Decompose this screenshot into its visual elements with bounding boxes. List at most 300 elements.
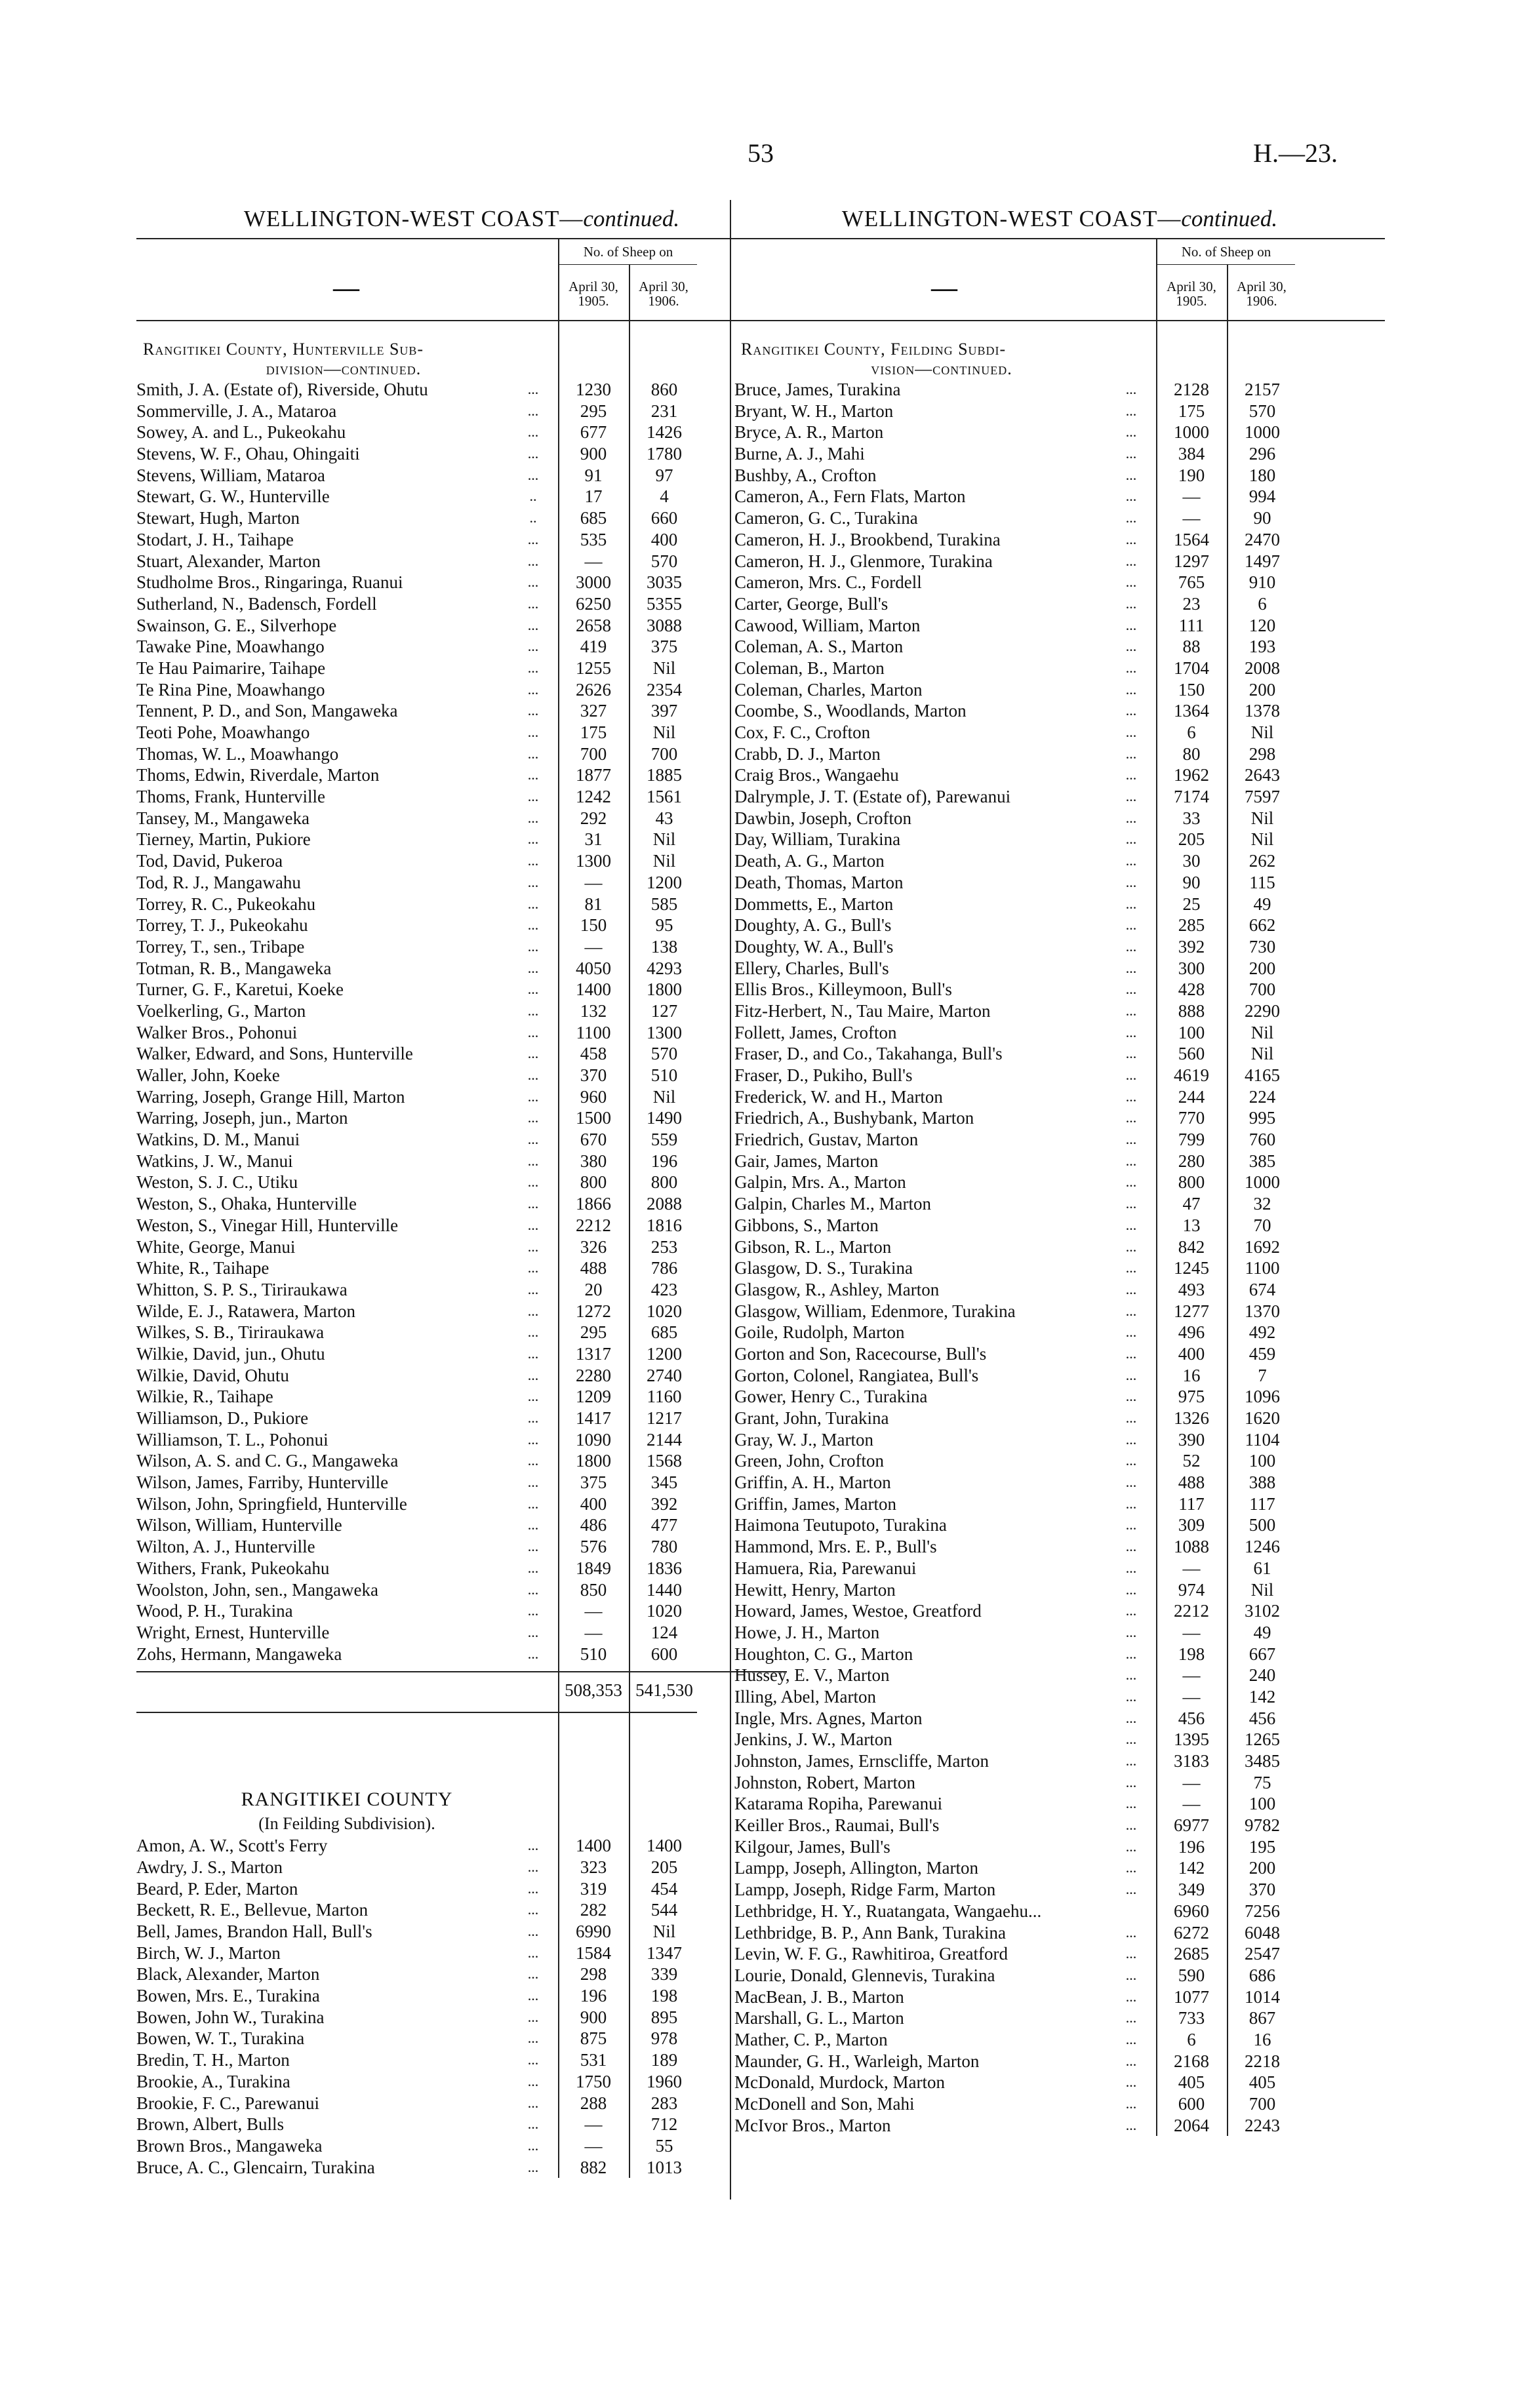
owner-name: Lampp, Joseph, Allington, Marton: [734, 1858, 978, 1878]
owner-name: Glasgow, R., Ashley, Marton: [734, 1279, 940, 1299]
sheep-1905: 799: [1178, 1130, 1205, 1150]
table-row: [734, 700, 1385, 722]
leader-dots: ...: [1125, 574, 1137, 591]
table-row: [136, 1151, 787, 1172]
table-row: [136, 1899, 787, 1921]
owner-name: Follett, James, Crofton: [734, 1022, 897, 1042]
leader-dots: ...: [1125, 1410, 1137, 1426]
sheep-1905: 280: [1178, 1151, 1205, 1171]
sheep-1905: 2168: [1174, 2051, 1209, 2071]
table-row: [734, 636, 1385, 658]
sheep-1905: 670: [580, 1130, 607, 1150]
sheep-1906: 1692: [1245, 1236, 1280, 1257]
title-cont: continued.: [583, 206, 680, 231]
sheep-1905: 900: [580, 444, 607, 464]
sheep-1906: 1347: [647, 1943, 682, 1963]
owner-name: Bruce, James, Turakina: [734, 380, 901, 399]
leader-dots: ...: [527, 1131, 539, 1148]
owner-name: Levin, W. F. G., Rawhitiroa, Greatford: [734, 1944, 1009, 1964]
leader-dots: ...: [527, 938, 539, 955]
table-row: [136, 2071, 787, 2093]
year2-header: April 30, 1906.: [1227, 265, 1295, 320]
right-rows: [734, 379, 1385, 2136]
table-row: [734, 1493, 1385, 1515]
sheep-1905: 510: [580, 1644, 607, 1664]
sheep-1905: 1364: [1174, 701, 1209, 721]
sheep-1906: 1265: [1245, 1729, 1280, 1750]
table-row: [734, 1836, 1385, 1858]
leader-dots: ...: [1125, 1709, 1137, 1726]
owner-name: Awdry, J. S., Marton: [136, 1857, 283, 1877]
sheep-1905: 175: [580, 722, 607, 742]
sheep-1905: 2685: [1174, 1944, 1209, 1964]
sheep-1906: 1013: [647, 2157, 682, 2177]
owner-name: Cameron, H. J., Glenmore, Turakina: [734, 551, 993, 571]
table-row: [136, 2049, 787, 2071]
sheep-1906: 1096: [1245, 1387, 1280, 1407]
owner-name: Warring, Joseph, Grange Hill, Marton: [136, 1086, 405, 1107]
table-row: [734, 422, 1385, 443]
sheep-1906: 9782: [1245, 1815, 1280, 1836]
sheep-1905: 458: [580, 1044, 607, 1064]
sheep-1905: 733: [1178, 2008, 1205, 2028]
header-dash: —: [333, 273, 359, 302]
leader-dots: ...: [1125, 1174, 1137, 1191]
sheep-1906: 500: [1248, 1515, 1276, 1535]
sheep-1905: —: [1182, 486, 1201, 507]
sheep-1906: 138: [650, 936, 678, 957]
table-row: [734, 1793, 1385, 1815]
table-row: [734, 1107, 1385, 1129]
sheep-1905: 535: [580, 529, 607, 549]
leader-dots: ...: [1125, 595, 1137, 612]
section-heading: [734, 340, 1385, 379]
owner-name: Jenkins, J. W., Marton: [734, 1729, 892, 1750]
leader-dots: ...: [1125, 402, 1137, 419]
leader-dots: ...: [1125, 509, 1137, 526]
owner-name: Wilson, John, Springfield, Hunterville: [136, 1493, 407, 1514]
owner-name: Gorton, Colonel, Rangiatea, Bull's: [734, 1365, 979, 1385]
sheep-1906: 97: [655, 465, 673, 485]
leader-dots: ...: [1125, 724, 1137, 740]
sheep-1906: 2218: [1245, 2051, 1280, 2071]
table-row: [734, 1429, 1385, 1451]
sheep-1905: 700: [580, 743, 607, 764]
leader-dots: ...: [527, 1944, 539, 1961]
leader-dots: ...: [1125, 1859, 1137, 1876]
sheep-1906: 231: [650, 401, 678, 421]
owner-name: Glasgow, D. S., Turakina: [734, 1258, 913, 1278]
left-rows: [136, 379, 787, 1665]
owner-name: Glasgow, William, Edenmore, Turakina: [734, 1301, 1016, 1321]
leader-dots: ...: [1125, 831, 1137, 848]
table-row: [734, 1257, 1385, 1279]
owner-name: Stewart, Hugh, Marton: [136, 508, 300, 528]
owner-name: Tod, David, Pukeroa: [136, 851, 283, 871]
sheep-1905: 295: [580, 1322, 607, 1343]
sheep-1905: 6: [1187, 2029, 1196, 2049]
leader-dots: ...: [527, 659, 539, 676]
owner-name: Bushby, A., Crofton: [734, 465, 877, 485]
table-row: [734, 743, 1385, 765]
owner-name: Torrey, T. J., Pukeokahu: [136, 915, 308, 936]
leader-dots: ...: [1125, 702, 1137, 719]
owner-name: Black, Alexander, Marton: [136, 1964, 320, 1984]
owner-name: Wilkie, David, jun., Ohutu: [136, 1343, 325, 1364]
owner-name: Birch, W. J., Marton: [136, 1943, 281, 1963]
table-row: [734, 443, 1385, 465]
sheep-1906: Nil: [1250, 722, 1274, 742]
table-row: [136, 1172, 787, 1193]
sheep-1906: 2354: [647, 679, 682, 700]
sheep-1906: 1300: [647, 1022, 682, 1042]
sheep-1906: 459: [1248, 1343, 1276, 1364]
sheep-1906: 780: [650, 1537, 678, 1557]
sheep-1906: 2470: [1245, 529, 1280, 549]
owner-name: Marshall, G. L., Marton: [734, 2008, 904, 2028]
table-row: [136, 1644, 787, 1665]
sheep-1905: 326: [580, 1236, 607, 1257]
sheep-1906: 1370: [1245, 1301, 1280, 1321]
leader-dots: ...: [527, 466, 539, 483]
table-row: [136, 1558, 787, 1579]
owner-name: Wright, Ernest, Hunterville: [136, 1622, 330, 1642]
owner-name: Brookie, F. C., Parewanui: [136, 2093, 320, 2113]
table-row: [734, 1579, 1385, 1601]
table-row: [734, 551, 1385, 572]
table-row: [136, 422, 787, 443]
leader-dots: ...: [527, 745, 539, 762]
sheep-1906: 180: [1248, 465, 1276, 485]
table-row: [136, 1857, 787, 1878]
sheep-1906: Nil: [652, 722, 676, 742]
table-row: [136, 1964, 787, 1985]
leader-dots: ...: [1125, 766, 1137, 783]
owner-name: Williamson, D., Pukiore: [136, 1408, 309, 1428]
sheep-1906: 200: [1248, 1858, 1276, 1878]
leader-dots: ...: [1125, 1667, 1137, 1684]
table-row: [136, 1301, 787, 1322]
leader-dots: ...: [527, 1538, 539, 1555]
leader-dots: ...: [527, 831, 539, 848]
sheep-1905: 142: [1178, 1858, 1205, 1878]
owner-name: Wilton, A. J., Hunterville: [136, 1537, 315, 1557]
table-row: [136, 1000, 787, 1022]
sheep-1905: 6960: [1174, 1901, 1209, 1921]
table-row: [734, 572, 1385, 593]
owner-name: Craig Bros., Wangaehu: [734, 765, 899, 785]
leader-dots: ...: [1125, 2074, 1137, 2091]
leader-dots: ...: [1125, 1817, 1137, 1834]
table-row: [734, 1236, 1385, 1258]
sheep-1906: Nil: [652, 829, 676, 850]
owner-name: Sutherland, N., Badensch, Fordell: [136, 593, 377, 614]
owner-name: Bryce, A. R., Marton: [734, 422, 884, 443]
leader-dots: ...: [527, 1324, 539, 1341]
sheep-1906: 2008: [1245, 658, 1280, 678]
sheep-1905: 392: [1178, 936, 1205, 957]
page-number: 53: [748, 138, 774, 168]
sheep-1905: 1750: [576, 2071, 611, 2091]
sheep-1906: 700: [1248, 2094, 1276, 2114]
sheep-1906: 1246: [1245, 1537, 1280, 1557]
sheep-1906: 423: [650, 1279, 678, 1299]
table-row: [136, 401, 787, 422]
sheep-1905: 90: [1182, 872, 1201, 892]
owner-name: Brown, Albert, Bulls: [136, 2114, 285, 2135]
leader-dots: ...: [1125, 1988, 1137, 2005]
table-row: [734, 936, 1385, 958]
table-row: [734, 1922, 1385, 1944]
sheep-1906: 1000: [1245, 1172, 1280, 1193]
sheep-1906: 700: [1248, 979, 1276, 1000]
sheep-1906: 1378: [1245, 701, 1280, 721]
leader-dots: ...: [1125, 917, 1137, 934]
sheep-1905: —: [584, 2114, 603, 2135]
sheep-1906: 1620: [1245, 1408, 1280, 1428]
leader-dots: ...: [527, 638, 539, 655]
leader-dots: ...: [1125, 788, 1137, 805]
sheep-1905: 1100: [576, 1022, 611, 1042]
leader-dots: ...: [1125, 2116, 1137, 2133]
sheep-1905: —: [1182, 1794, 1201, 1814]
owner-name: Weston, S., Ohaka, Hunterville: [136, 1194, 357, 1214]
total-row: [136, 1671, 787, 1712]
sheep-1905: 2212: [1174, 1601, 1209, 1621]
sheep-label: No. of Sheep on: [558, 239, 697, 265]
sheep-label: No. of Sheep on: [1156, 239, 1295, 265]
sheep-1905: 1088: [1174, 1537, 1209, 1557]
leader-dots: ...: [527, 873, 539, 890]
owner-name: Wilkie, David, Ohutu: [136, 1365, 289, 1385]
leader-dots: ...: [1125, 1131, 1137, 1148]
leader-dots: ...: [1125, 1752, 1137, 1769]
leader-dots: ...: [1125, 1216, 1137, 1233]
owner-name: Zohs, Hermann, Mangaweka: [136, 1644, 342, 1664]
leader-dots: ...: [1125, 1452, 1137, 1469]
sheep-1905: 390: [1178, 1429, 1205, 1450]
sheep-1905: 205: [1178, 829, 1205, 850]
owner-name: Lethbridge, B. P., Ann Bank, Turakina: [734, 1922, 1007, 1943]
leader-dots: ...: [527, 445, 539, 462]
table-row: [136, 743, 787, 765]
owner-name: Ellis Bros., Killeymoon, Bull's: [734, 979, 952, 1000]
leader-dots: ...: [527, 1837, 539, 1854]
owner-name: Studholme Bros., Ringaringa, Ruanui: [136, 572, 403, 593]
sheep-1905: —: [584, 2135, 603, 2156]
leader-dots: ...: [527, 616, 539, 633]
owner-name: Green, John, Crofton: [734, 1451, 884, 1471]
leader-dots: ...: [1125, 1238, 1137, 1255]
sheep-1906: 454: [650, 1878, 678, 1899]
sheep-1906: 1014: [1245, 1986, 1280, 2007]
leader-dots: ...: [1125, 1559, 1137, 1576]
leader-dots: ...: [1125, 616, 1137, 633]
owner-name: Doughty, W. A., Bull's: [734, 936, 894, 957]
sheep-1905: 888: [1178, 1000, 1205, 1021]
sheep-1905: 196: [580, 1986, 607, 2006]
table-row: [734, 1343, 1385, 1365]
owner-name: McIvor Bros., Marton: [734, 2115, 891, 2135]
owner-name: Griffin, James, Marton: [734, 1493, 896, 1514]
sheep-1906: 3088: [647, 615, 682, 635]
table-row: [136, 1472, 787, 1493]
owner-name: Thoms, Frank, Hunterville: [136, 787, 325, 807]
table-row: [136, 1536, 787, 1558]
sheep-1905: 20: [584, 1279, 603, 1299]
owner-name: Weston, S., Vinegar Hill, Hunterville: [136, 1215, 399, 1235]
owner-name: Bryant, W. H., Marton: [734, 401, 894, 421]
table-row: [734, 1943, 1385, 1965]
sheep-1905: —: [584, 1622, 603, 1642]
sheep-1906: 700: [650, 743, 678, 764]
owner-name: Wood, P. H., Turakina: [136, 1601, 293, 1621]
owner-name: Lourie, Donald, Glennevis, Turakina: [734, 1965, 995, 1985]
leader-dots: ...: [1125, 809, 1137, 826]
table-row: [136, 1043, 787, 1065]
leader-dots: ...: [1125, 424, 1137, 441]
owner-name: Bredin, T. H., Marton: [136, 2050, 290, 2070]
sheep-1905: 288: [580, 2093, 607, 2113]
table-row: [136, 1514, 787, 1536]
owner-name: Bowen, John W., Turakina: [136, 2007, 325, 2027]
leader-dots: ...: [1125, 1538, 1137, 1555]
sheep-1905: 405: [1178, 2072, 1205, 2093]
sheep-1906: 1885: [647, 765, 682, 785]
sheep-1906: 200: [1248, 958, 1276, 978]
sheep-1905: —: [584, 936, 603, 957]
sub-heading-2: (In Feilding Subdivision).: [258, 1814, 435, 1834]
sheep-1905: 1000: [1174, 422, 1209, 443]
owner-name: Cawood, William, Marton: [734, 615, 921, 635]
leader-dots: ...: [1125, 1152, 1137, 1169]
owner-name: Day, William, Turakina: [734, 829, 901, 850]
table-row: [136, 1450, 787, 1472]
sheep-1906: Nil: [1250, 1579, 1274, 1600]
table-row: [734, 1536, 1385, 1558]
leader-dots: ...: [527, 766, 539, 783]
sheep-1906: 2547: [1245, 1944, 1280, 1964]
sheep-1905: 190: [1178, 465, 1205, 485]
title-main: WELLINGTON-WEST COAST—: [841, 206, 1182, 231]
table-row: [734, 1279, 1385, 1301]
owner-name: Hussey, E. V., Marton: [734, 1665, 890, 1686]
leader-dots: ...: [527, 574, 539, 591]
sheep-1905: 875: [580, 2028, 607, 2049]
sheep-1906: 685: [650, 1322, 678, 1343]
sheep-1905: 1300: [576, 851, 611, 871]
leader-dots: ...: [527, 1152, 539, 1169]
owner-name: Ellery, Charles, Bull's: [734, 958, 889, 978]
sheep-1905: 800: [1178, 1172, 1205, 1193]
table-row: [734, 764, 1385, 786]
table-row: [136, 1236, 787, 1258]
leader-dots: ...: [527, 1901, 539, 1918]
leader-dots: ...: [1125, 873, 1137, 890]
owner-name: Gair, James, Marton: [734, 1151, 879, 1171]
owner-name: White, R., Taihape: [136, 1258, 270, 1278]
section-continued: division—continued.: [266, 359, 422, 378]
sheep-1905: 6250: [576, 593, 611, 614]
sheep-1906: 570: [650, 551, 678, 571]
table-row: [136, 1408, 787, 1429]
owner-name: Beckett, R. E., Bellevue, Marton: [136, 1900, 369, 1920]
leader-dots: ...: [1125, 1067, 1137, 1083]
owner-name: Williamson, T. L., Pohonui: [136, 1429, 329, 1450]
table-row: [734, 979, 1385, 1000]
leader-dots: ...: [1125, 981, 1137, 998]
owner-name: Tansey, M., Mangaweka: [136, 808, 310, 828]
owner-name: Wilkes, S. B., Tiriraukawa: [136, 1322, 325, 1343]
sheep-1906: 6048: [1245, 1922, 1280, 1943]
sheep-1905: 375: [580, 1472, 607, 1493]
sheep-1906: 262: [1248, 851, 1276, 871]
leader-dots: ...: [1125, 381, 1137, 397]
table-row: [136, 636, 787, 658]
sheep-1906: 2740: [647, 1365, 682, 1385]
sheep-1906: 127: [650, 1000, 678, 1021]
total-1906: 541,530: [635, 1680, 693, 1701]
owner-name: Crabb, D. J., Marton: [734, 743, 881, 764]
leader-dots: ...: [527, 1559, 539, 1576]
sheep-1906: 1836: [647, 1558, 682, 1578]
sheep-1905: 349: [1178, 1880, 1205, 1900]
sheep-1905: —: [1182, 508, 1201, 528]
sheep-1906: 4293: [647, 958, 682, 978]
leader-dots: ...: [1125, 1581, 1137, 1598]
table-row: [734, 529, 1385, 551]
table-row: [136, 722, 787, 743]
sheep-1906: 283: [650, 2093, 678, 2113]
owner-name: Tod, R. J., Mangawahu: [136, 872, 301, 892]
sheep-1905: 1395: [1174, 1729, 1209, 1750]
owner-name: Tennent, P. D., and Son, Mangaweka: [136, 701, 398, 721]
section-continued: vision—continued.: [871, 359, 1012, 378]
table-row: [734, 1686, 1385, 1708]
sheep-1906: 2088: [647, 1194, 682, 1214]
leader-dots: ..: [529, 509, 537, 526]
sheep-1905: 282: [580, 1900, 607, 1920]
table-row: [136, 1365, 787, 1387]
sheep-1906: 240: [1248, 1665, 1276, 1686]
sheep-1905: 2128: [1174, 380, 1209, 399]
sheep-1906: 100: [1248, 1451, 1276, 1471]
leader-dots: ...: [1125, 1002, 1137, 1019]
sheep-1906: 189: [650, 2050, 678, 2070]
sheep-1906: 1020: [647, 1601, 682, 1621]
sheep-1906: Nil: [1250, 829, 1274, 850]
leader-dots: ...: [527, 1109, 539, 1126]
sheep-1906: Nil: [1250, 1022, 1274, 1042]
sheep-1905: —: [1182, 1558, 1201, 1578]
sheep-1905: 1297: [1174, 551, 1209, 571]
sheep-1906: 61: [1253, 1558, 1271, 1578]
leader-dots: ...: [527, 1216, 539, 1233]
table-row: [136, 808, 787, 829]
sheep-1905: 1564: [1174, 529, 1209, 549]
leader-dots: ...: [527, 1623, 539, 1640]
sheep-1905: 81: [584, 894, 603, 914]
owner-name: Maunder, G. H., Warleigh, Marton: [734, 2051, 980, 2071]
sheep-1905: 456: [1178, 1708, 1205, 1728]
sheep-1906: 1490: [647, 1108, 682, 1128]
leader-dots: ...: [1125, 1045, 1137, 1062]
owner-name: Thoms, Edwin, Riverdale, Marton: [136, 765, 380, 785]
sheep-1905: 244: [1178, 1086, 1205, 1107]
sheep-1905: 196: [1178, 1836, 1205, 1857]
leader-dots: ...: [527, 681, 539, 698]
owner-name: Turner, G. F., Karetui, Koeke: [136, 979, 344, 1000]
